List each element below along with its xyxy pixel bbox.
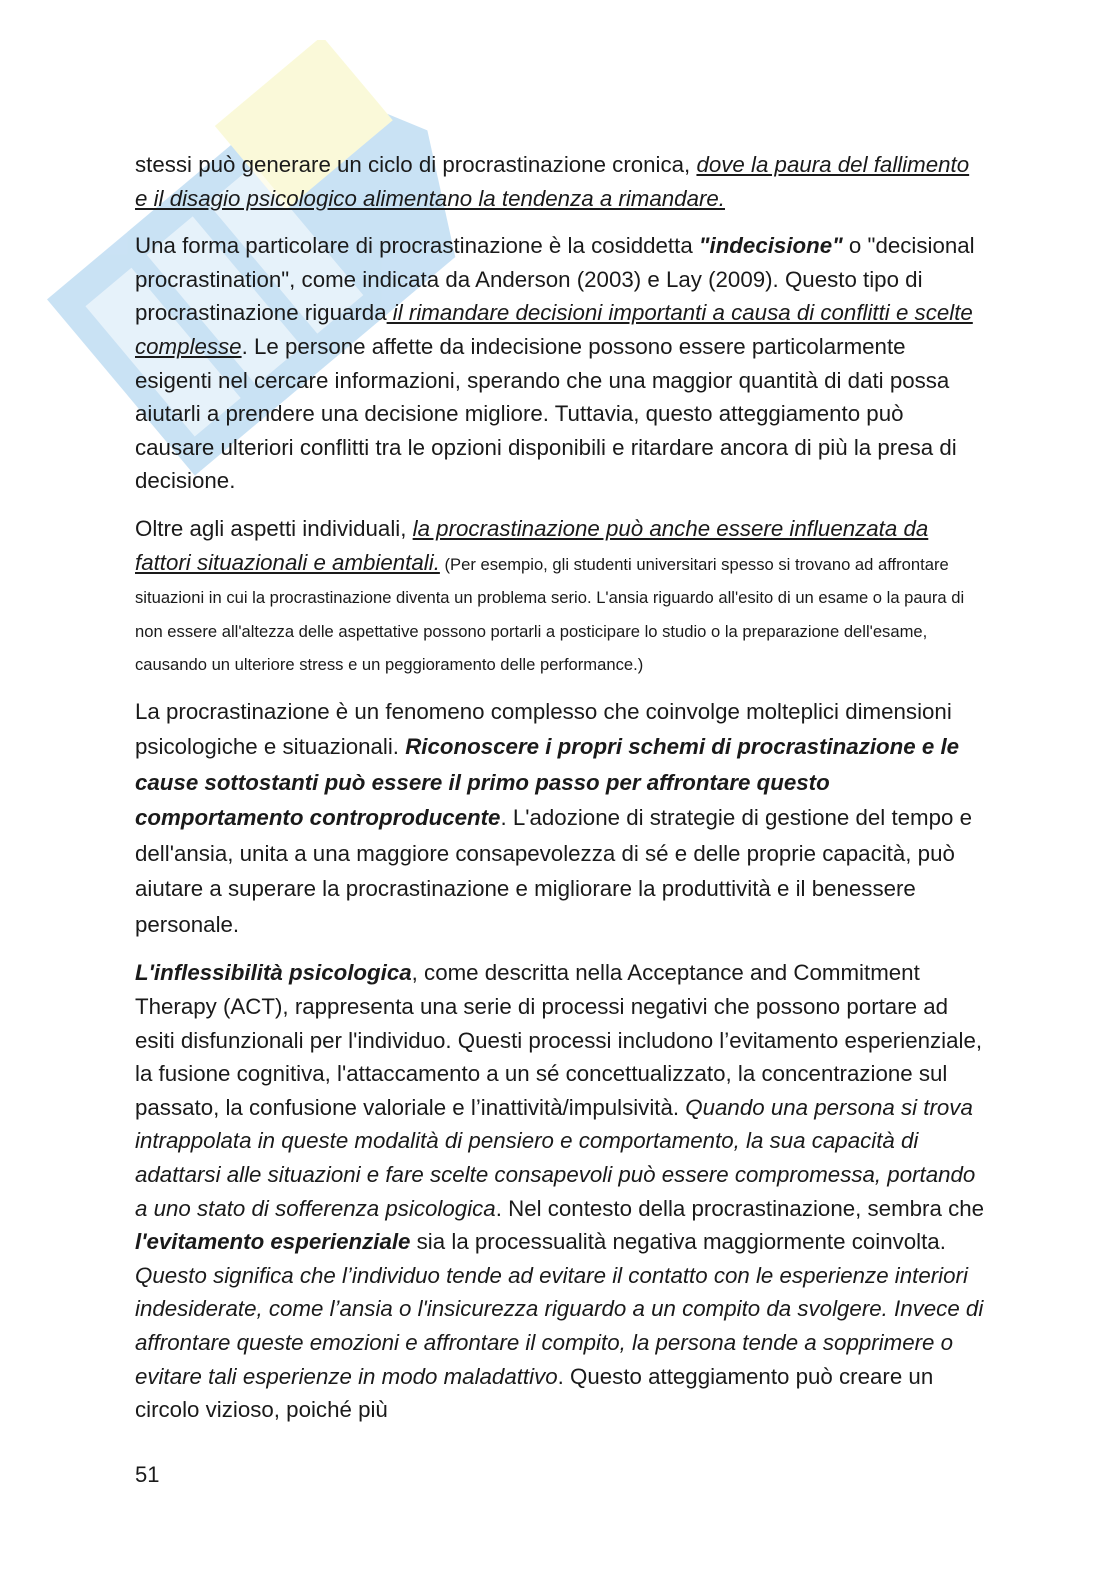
- page-number: 51: [135, 1462, 160, 1487]
- bold-phrase: Riconoscere i propri schemi di procrastinazione e le cause sottostanti può essere il primo passo per affrontare questo comportamento controproducente: [135, 734, 960, 831]
- paragraph-2: Una forma particolare di procrastinazione è la cosiddetta "indecisione" o "decisional procrastination", come indicata da Anderson (2003) e Lay (2009). Questo tipo di procrastinazione riguarda il rimandare decisioni importanti a causa di conflitti e scelte complesse. Le persone affette da indecisione possono essere particolarmente esigenti nel cercare informazioni, sperando che una maggior quantità di dati possa aiutarli a prendere una decisione migliore. Tuttavia, questo atteggiamento può causare ulteriori conflitti tra le opzioni disponibili e ritardare ancora di più la presa di decisione.: [135, 233, 975, 494]
- underlined-phrase: il rimandare decisioni importanti a causa di conflitti e scelte complesse: [135, 300, 973, 359]
- bold-term: "indecisione": [698, 233, 843, 259]
- underlined-phrase: la procrastinazione può anche essere influenzata da fattori situazionali e ambientali.: [135, 515, 929, 575]
- paragraph-4: La procrastinazione è un fenomeno complesso che coinvolge molteplici dimensioni psicologiche e situazionali. Riconoscere i propri schemi di procrastinazione e le cause sottostanti può essere il primo passo per affrontare questo comportamento controproducente. L'adozione di strategie di gestione del tempo e dell'ansia, unita a una maggiore consapevolezza di sé e delle proprie capacità, può aiutare a superare la procrastinazione e migliorare la produttività e il benessere personale.: [135, 698, 973, 937]
- italic-phrase: Quando una persona si trova intrappolata in queste modalità di pensiero e comportamento, la sua capacità di adattarsi alle situazioni e fare scelte consapevoli può essere compromessa, portando a uno stato di sofferenza psicologica: [135, 1094, 976, 1221]
- document-body: [135, 148, 985, 1427]
- paragraph-5: L'inflessibilità psicologica, come descritta nella Acceptance and Commitment Therapy (ACT), rappresenta una serie di processi negativi che possono portare ad esiti disfunzionali per l'individuo. Questi processi includono l’evitamento esperienziale, la fusione cognitiva, l'attaccamento a un sé concettualizzato, la concentrazione sul passato, la confusione valoriale e l’inattività/impulsività. Quando una persona si trova intrappolata in queste modalità di pensiero e comportamento, la sua capacità di adattarsi alle situazioni e fare scelte consapevoli può essere compromessa, portando a uno stato di sofferenza psicologica. Nel contesto della procrastinazione, sembra che l'evitamento esperienziale sia la processualità negativa maggiormente coinvolta. Questo significa che l’individuo tende ad evitare il contatto con le esperienze interiori indesiderate, come l’ansia o l'insicurezza riguardo a un compito da svolgere. Invece di affrontare queste emozioni e affrontare il compito, la persona tende a sopprimere o evitare tali esperienze in modo maladattivo. Questo atteggiamento può creare un circolo vizioso, poiché più: [135, 960, 985, 1423]
- small-note: (Per esempio, gli studenti universitari spesso si trovano ad affrontare situazioni in cui la procrastinazione diventa un problema serio. L'ansia riguardo all'esito di un esame o la paura di non essere all'altezza delle aspettative possono portarli a posticipare lo studio o la preparazione dell'esame, causando un ulteriore stress e un peggioramento delle performance.): [135, 554, 965, 675]
- paragraph-1: stessi può generare un ciclo di procrastinazione cronica, dove la paura del fallimento e il disagio psicologico alimentano la tendenza a rimandare.: [135, 152, 970, 211]
- bold-term: l'evitamento esperienziale: [135, 1229, 411, 1255]
- underlined-phrase: dove la paura del fallimento e il disagio psicologico alimentano la tendenza a rimandare.: [135, 152, 970, 211]
- italic-phrase: Questo significa che l’individuo tende ad evitare il contatto con le esperienze interiori indesiderate, come l’ansia o l'insicurezza riguardo a un compito da svolgere. Invece di affrontare queste emozioni e affrontare il compito, la persona tende a sopprimere o evitare tali esperienze in modo maladattivo: [135, 1262, 984, 1389]
- bold-term: L'inflessibilità psicologica: [135, 960, 412, 986]
- paragraph-3: Oltre agli aspetti individuali, la procrastinazione può anche essere influenzata da fattori situazionali e ambientali. (Per esempio, gli studenti universitari spesso si trovano ad affrontare situazioni in cui la procrastinazione diventa un problema serio. L'ansia riguardo all'esito di un esame o la paura di non essere all'altezza delle aspettative possono portarli a posticipare lo studio o la preparazione dell'esame, causando un ulteriore stress e un peggioramento delle performance.): [135, 515, 965, 675]
